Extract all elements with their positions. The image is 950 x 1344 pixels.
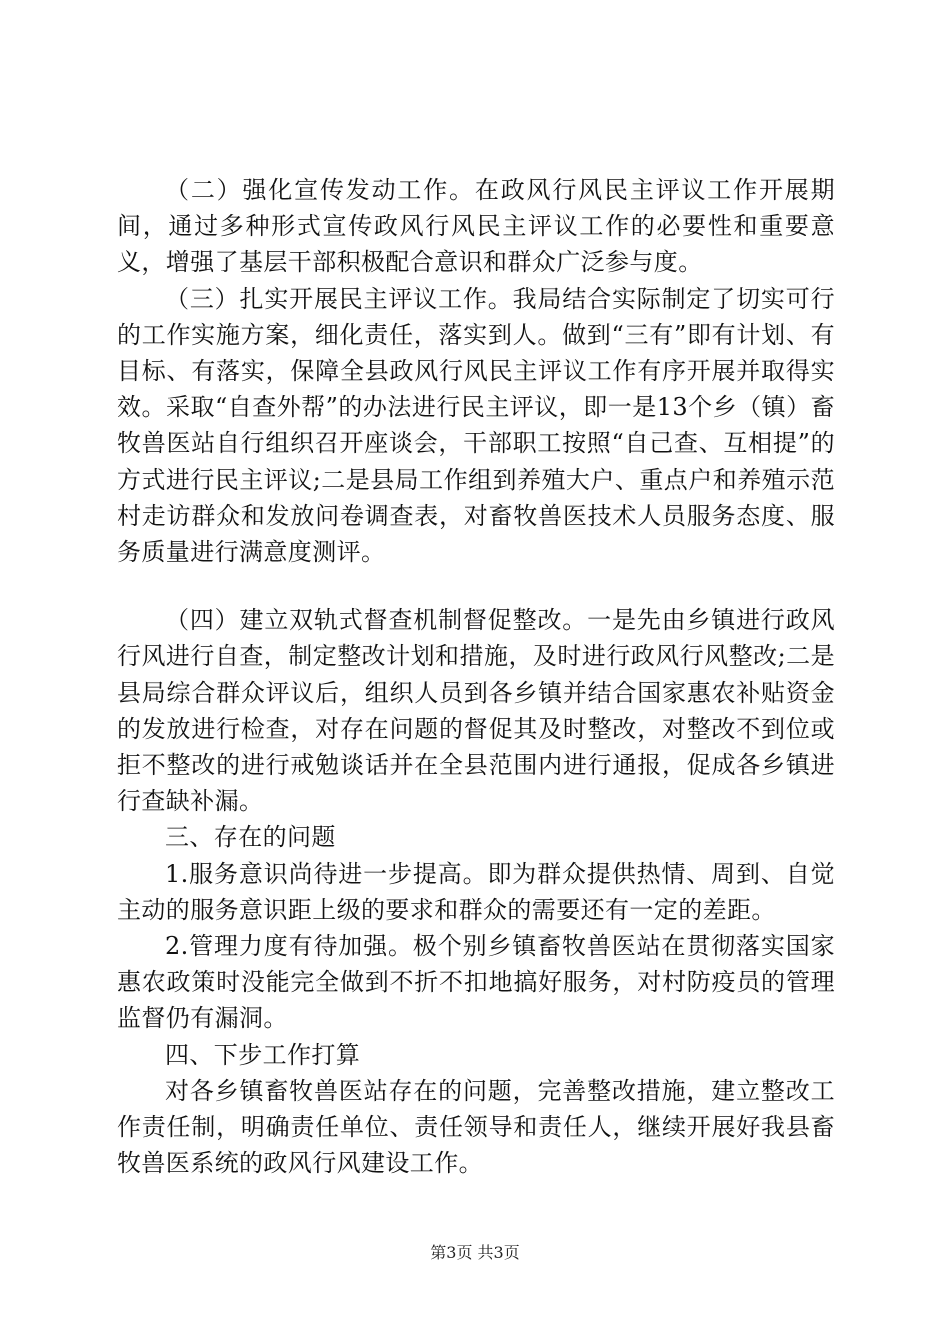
paragraph-publicity: （二）强化宣传发动工作。在政风行风民主评议工作开展期间，通过多种形式宣传政风行风民主评议工作的必要性和重要意义，增强了基层干部积极配合意识和群众广泛参与度。 [117,176,835,277]
section-heading-next-steps: 四、下步工作打算 [165,1040,361,1069]
paragraph-problem-service: 1.服务意识尚待进一步提高。即为群众提供热情、周到、自觉主动的服务意识距上级的要求和群众的需要还有一定的差距。 [117,859,835,924]
paragraph-supervision: （四）建立双轨式督查机制督促整改。一是先由乡镇进行政风行风进行自查，制定整改计划和措施，及时进行政风行风整改;二是县局综合群众评议后，组织人员到各乡镇并结合国家惠农补贴资金的发放进行检查，对存在问题的督促其及时整改，对整改不到位或拒不整改的进行戒勉谈话并在全县范围内进行通报，促成各乡镇进行查缺补漏。 [117,606,835,816]
paragraph-problem-management: 2.管理力度有待加强。极个别乡镇畜牧兽医站在贯彻落实国家惠农政策时没能完全做到不折不扣地搞好服务，对村防疫员的管理监督仍有漏洞。 [117,932,835,1033]
document-body [117,172,835,1181]
page-number-footer: 第3页 共3页 [430,1243,520,1262]
paragraph-next-steps: 对各乡镇畜牧兽医站存在的问题，完善整改措施，建立整改工作责任制，明确责任单位、责任领导和责任人，继续开展好我县畜牧兽医系统的政风行风建设工作。 [117,1076,835,1178]
paragraph-democratic-review: （三）扎实开展民主评议工作。我局结合实际制定了切实可行的工作实施方案，细化责任，落实到人。做到“三有”即有计划、有目标、有落实，保障全县政风行风民主评议工作有序开展并取得实效。采取“自查外帮”的办法进行民主评议，即一是13个乡（镇）畜牧兽医站自行组织召开座谈会，干部职工按照“自己查、互相提”的方式进行民主评议;二是县局工作组到养殖大户、重点户和养殖示范村走访群众和发放问卷调查表，对畜牧兽医技术人员服务态度、服务质量进行满意度测评。 [117,284,835,567]
section-heading-problems: 三、存在的问题 [165,823,336,852]
